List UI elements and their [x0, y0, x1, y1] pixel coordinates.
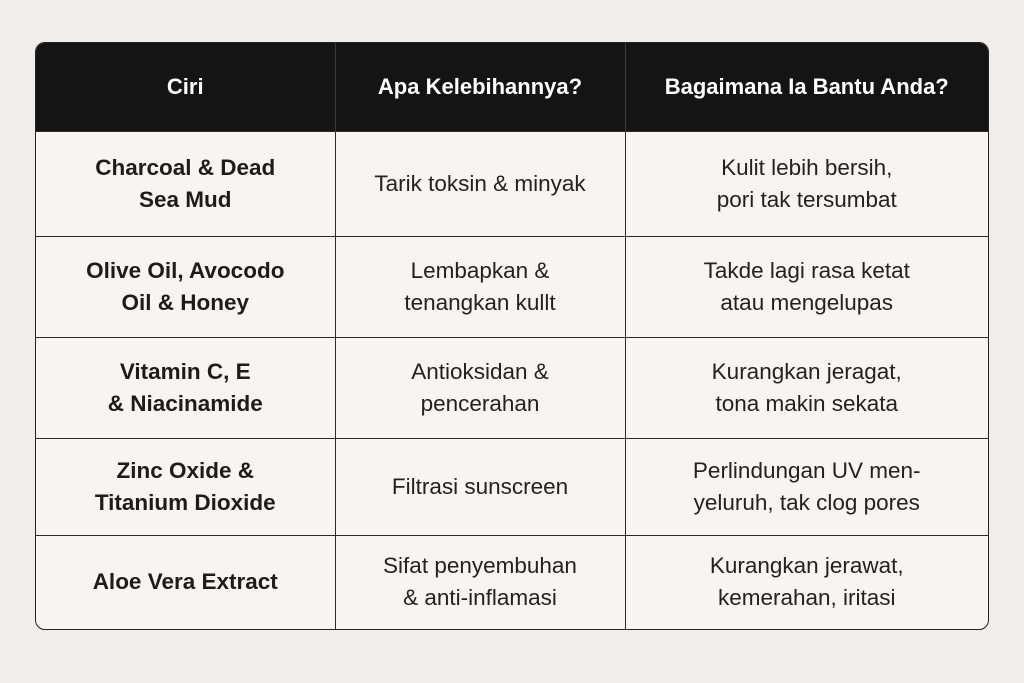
table-row	[36, 535, 988, 629]
help-cell: Kulit lebih bersih, pori tak tersumbat	[625, 131, 988, 236]
feature-cell: Zinc Oxide & Titanium Dioxide	[36, 438, 335, 535]
ingredients-table	[36, 43, 988, 629]
header-feature: Ciri	[36, 43, 335, 131]
feature-cell: Aloe Vera Extract	[36, 535, 335, 629]
table-body	[36, 131, 988, 629]
benefit-cell: Filtrasi sunscreen	[335, 438, 625, 535]
benefit-cell: Sifat penyembuhan & anti-inflamasi	[335, 535, 625, 629]
table-row	[36, 236, 988, 337]
feature-cell: Vitamin C, E & Niacinamide	[36, 337, 335, 438]
table-row	[36, 337, 988, 438]
table-row	[36, 131, 988, 236]
header-how-it-helps: Bagaimana Ia Bantu Anda?	[625, 43, 988, 131]
help-cell: Kurangkan jerawat, kemerahan, iritasi	[625, 535, 988, 629]
feature-cell: Charcoal & Dead Sea Mud	[36, 131, 335, 236]
table-row	[36, 438, 988, 535]
help-cell: Perlindungan UV men- yeluruh, tak clog pores	[625, 438, 988, 535]
comparison-table	[35, 42, 989, 630]
table-header	[36, 43, 988, 131]
header-benefit: Apa Kelebihannya?	[335, 43, 625, 131]
benefit-cell: Tarik toksin & minyak	[335, 131, 625, 236]
header-row	[36, 43, 988, 131]
help-cell: Kurangkan jeragat, tona makin sekata	[625, 337, 988, 438]
help-cell: Takde lagi rasa ketat atau mengelupas	[625, 236, 988, 337]
benefit-cell: Antioksidan & pencerahan	[335, 337, 625, 438]
feature-cell: Olive Oil, Avocodo Oil & Honey	[36, 236, 335, 337]
benefit-cell: Lembapkan & tenangkan kullt	[335, 236, 625, 337]
